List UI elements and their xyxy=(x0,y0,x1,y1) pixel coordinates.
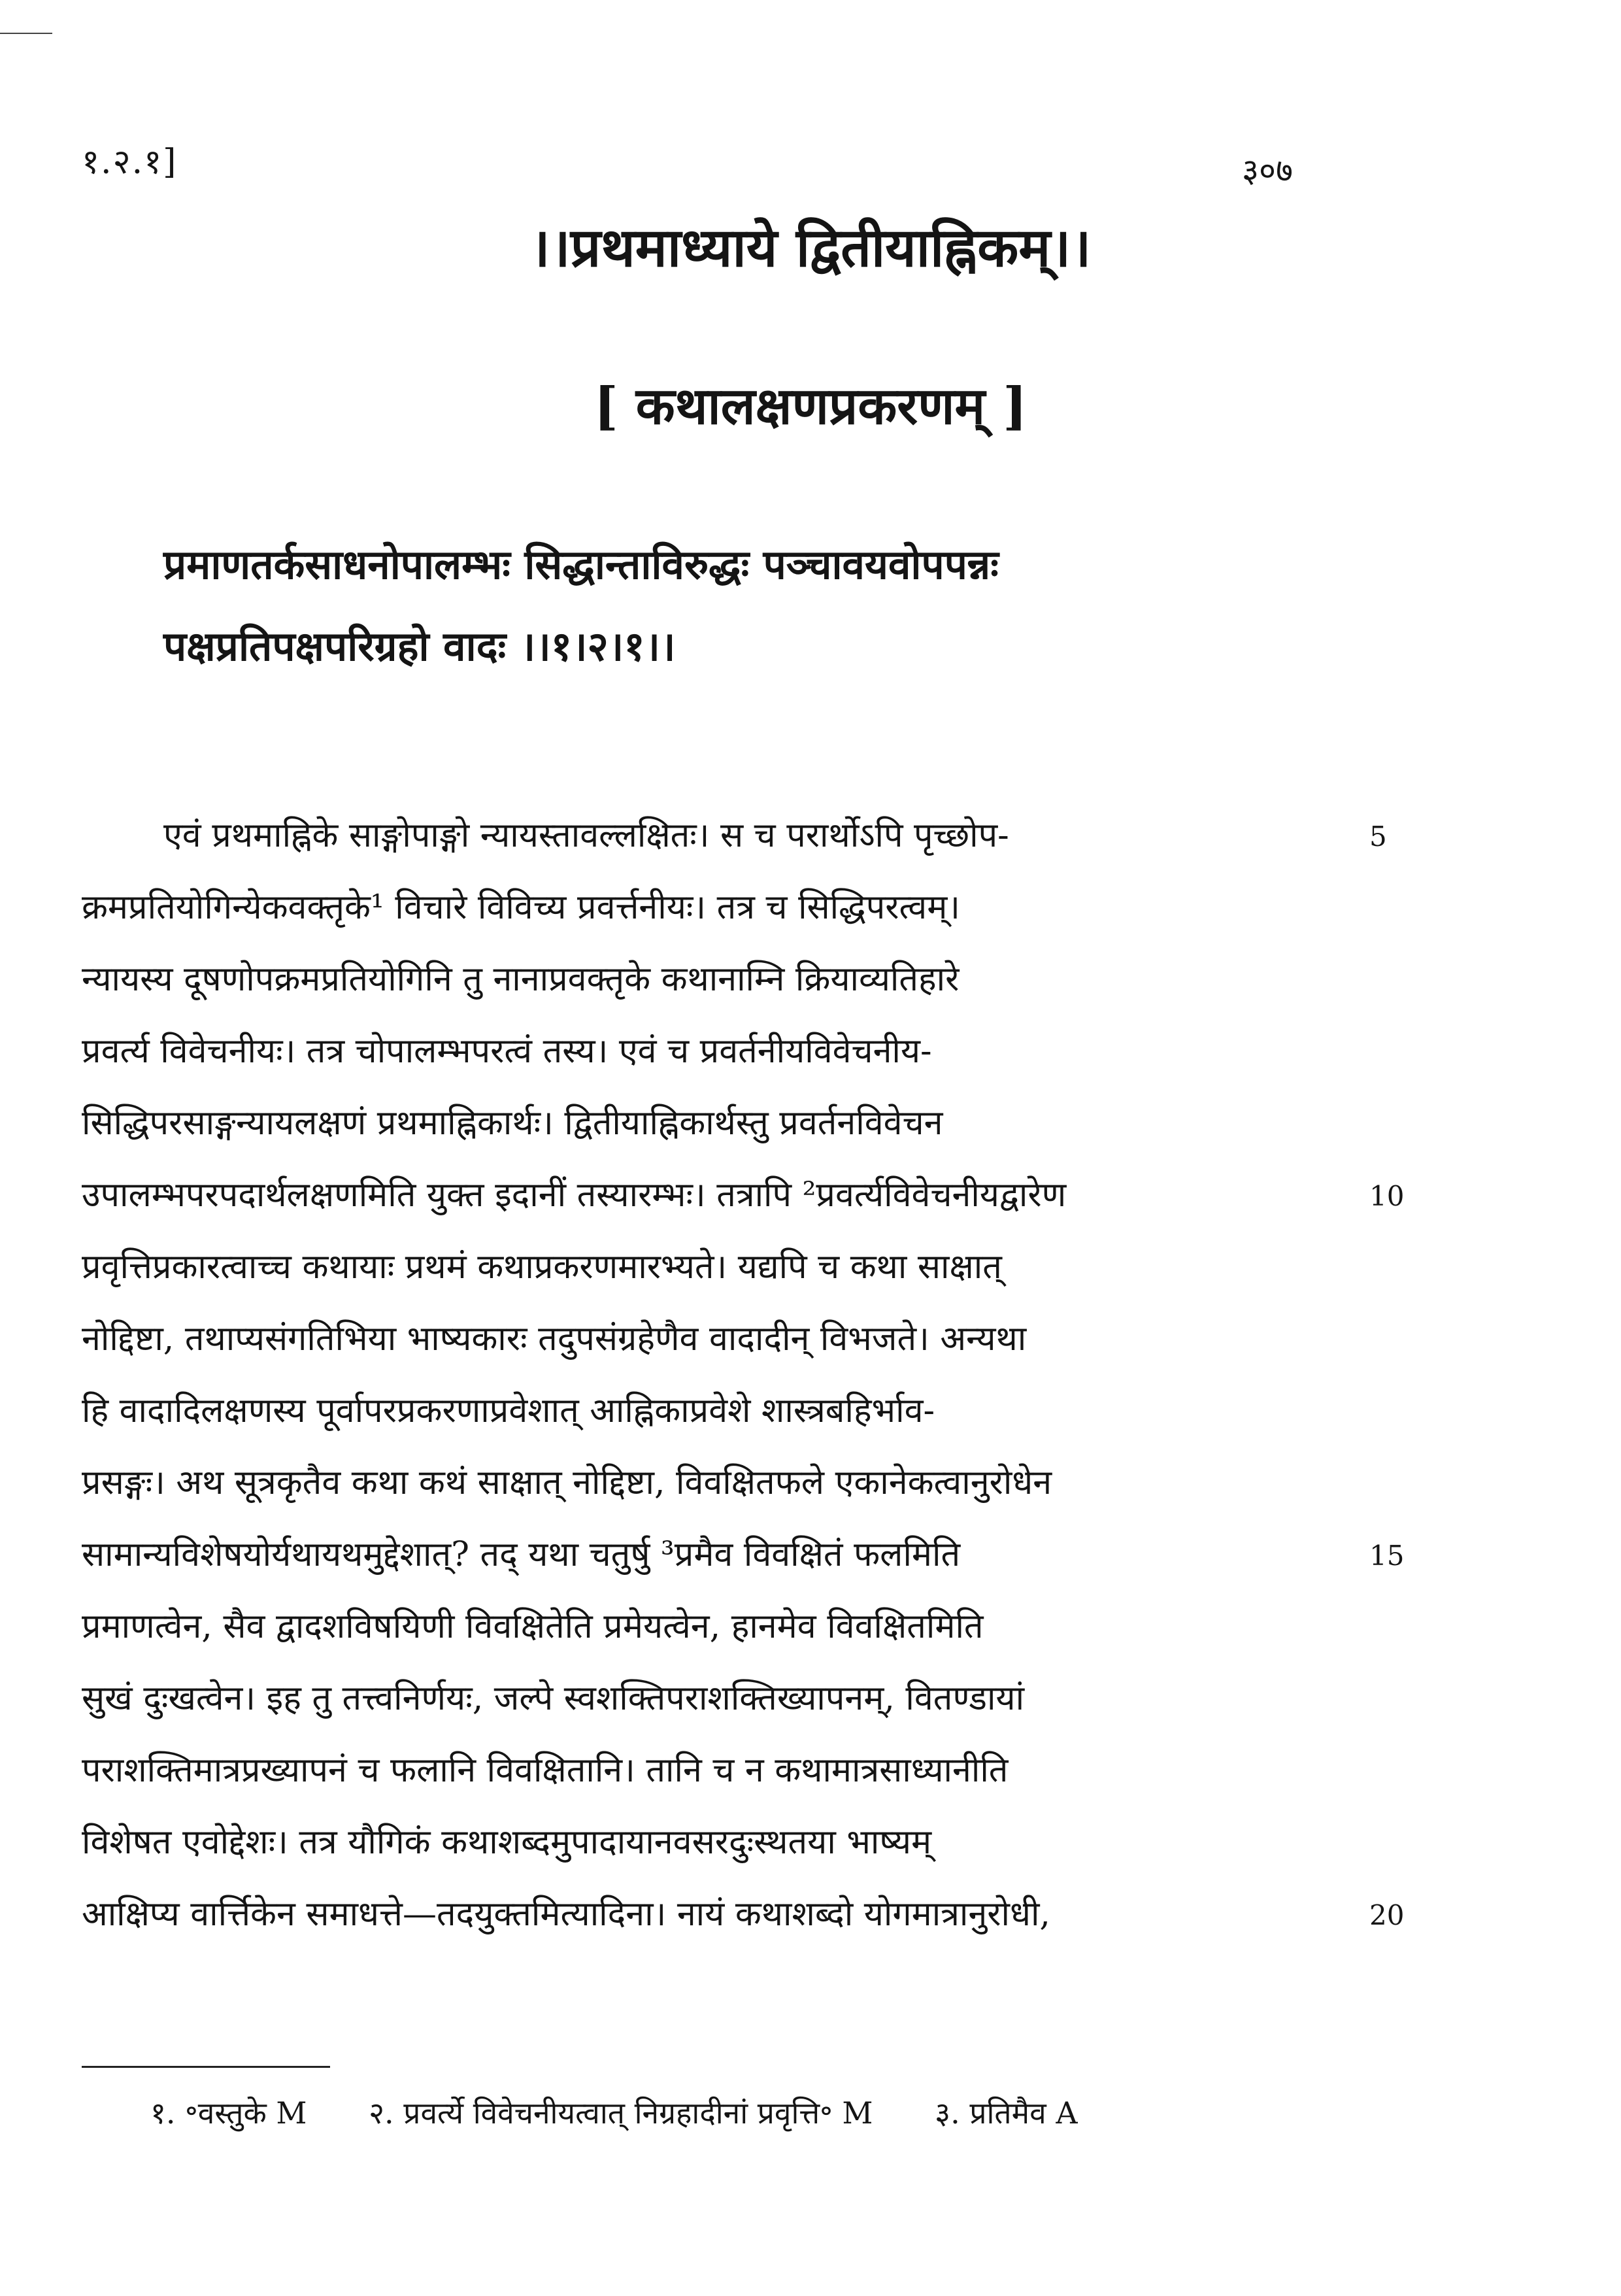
footnotes xyxy=(150,2092,1327,2133)
line-number: 15 xyxy=(1369,1540,1405,1572)
footnote-3: ३. प्रतिमैव A xyxy=(935,2095,1078,2131)
body-line: क्रमप्रतियोगिन्येकवक्तृके¹ विचारे विविच्य प्रवर्त्तनीयः। तत्र च सिद्धिपरत्वम्। xyxy=(82,888,960,927)
body-line: सिद्धिपरसाङ्गन्यायलक्षणं प्रथमाह्निकार्थः। द्वितीयाह्निकार्थस्तु प्रवर्तनविवेचन xyxy=(82,1104,943,1143)
page-number: ३०७ xyxy=(1242,152,1293,190)
footnote-rule xyxy=(82,2066,330,2068)
body-line: प्रवृत्तिप्रकारत्वाच्च कथायाः प्रथमं कथाप्रकरणमारभ्यते। यद्यपि च कथा साक्षात् xyxy=(82,1247,1002,1287)
body-line: नोद्दिष्टा, तथाप्यसंगतिभिया भाष्यकारः तदुपसंग्रहेणैव वादादीन् विभजते। अन्यथा xyxy=(82,1319,1027,1359)
line-number: 20 xyxy=(1369,1899,1405,1931)
body-line: विशेषत एवोद्देशः। तत्र यौगिकं कथाशब्दमुपादायानवसरदुःस्थतया भाष्यम् xyxy=(82,1823,932,1862)
line-number: 5 xyxy=(1369,820,1387,853)
body-line: सामान्यविशेषयोर्यथायथमुद्देशात्? तद् यथा चतुर्षु ³प्रमैव विवक्षितं फलमिति xyxy=(82,1535,961,1574)
body-line: पराशक्तिमात्रप्रख्यापनं च फलानि विवक्षितानि। तानि च न कथामात्रसाध्यानीति xyxy=(82,1751,1009,1790)
body-line: प्रमाणत्वेन, सैव द्वादशविषयिणी विवक्षितेति प्रमेयत्वेन, हानमेव विवक्षितमिति xyxy=(82,1607,984,1646)
body-line: न्यायस्य दूषणोपक्रमप्रतियोगिनि तु नानाप्रवक्तृके कथानाम्नि क्रियाव्यतिहारे xyxy=(82,960,960,999)
sutra-line-2: पक्षप्रतिपक्षपरिग्रहो वादः ।।१।२।१।। xyxy=(163,622,676,670)
sutra-line-1: प्रमाणतर्कसाधनोपालम्भः सिद्धान्ताविरुद्धः पञ्चावयवोपपन्नः xyxy=(163,541,999,588)
body-line: हि वादादिलक्षणस्य पूर्वापरप्रकरणाप्रवेशात् आह्निकाप्रवेशे शास्त्रबहिर्भाव- xyxy=(82,1391,935,1430)
chapter-title: ।।प्रथमाध्याये द्वितीयाह्निकम्।। xyxy=(529,216,1092,279)
body-line: उपालम्भपरपदार्थलक्षणमिति युक्त इदानीं तस्यारम्भः। तत्रापि ²प्रवर्त्यविवेचनीयद्वारेण xyxy=(82,1175,1067,1215)
line-number: 10 xyxy=(1369,1180,1405,1212)
body-line: प्रवर्त्य विवेचनीयः। तत्र चोपालम्भपरत्वं तस्य। एवं च प्रवर्तनीयविवेचनीय- xyxy=(82,1032,932,1071)
section-title: [ कथालक्षणप्रकरणम् ] xyxy=(593,377,1028,436)
corner-rule xyxy=(0,33,52,34)
body-line: सुखं दुःखत्वेन। इह तु तत्त्वनिर्णयः, जल्पे स्वशक्तिपराशक्तिख्यापनम्, वितण्डायां xyxy=(82,1679,1025,1718)
footnote-1: १. ॰वस्तुके M xyxy=(150,2095,307,2131)
body-line: एवं प्रथमाह्निके साङ्गोपाङ्गो न्यायस्तावल्लक्षितः। स च परार्थोऽपि पृच्छोप- xyxy=(163,816,1009,855)
body-line: प्रसङ्गः। अथ सूत्रकृतैव कथा कथं साक्षात् नोद्दिष्टा, विवक्षितफले एकानेकत्वानुरोधेन xyxy=(82,1463,1052,1502)
footnote-2: २. प्रवर्त्ये विवेचनीयत्वात् निग्रहादीनां प्रवृत्ति॰ M xyxy=(369,2095,873,2131)
running-header-verse-ref: १.२.१] xyxy=(82,143,178,182)
body-line: आक्षिप्य वार्त्तिकेन समाधत्ते—तदयुक्तमित्यादिना। नायं कथाशब्दो योगमात्रानुरोधी, xyxy=(82,1895,1050,1934)
